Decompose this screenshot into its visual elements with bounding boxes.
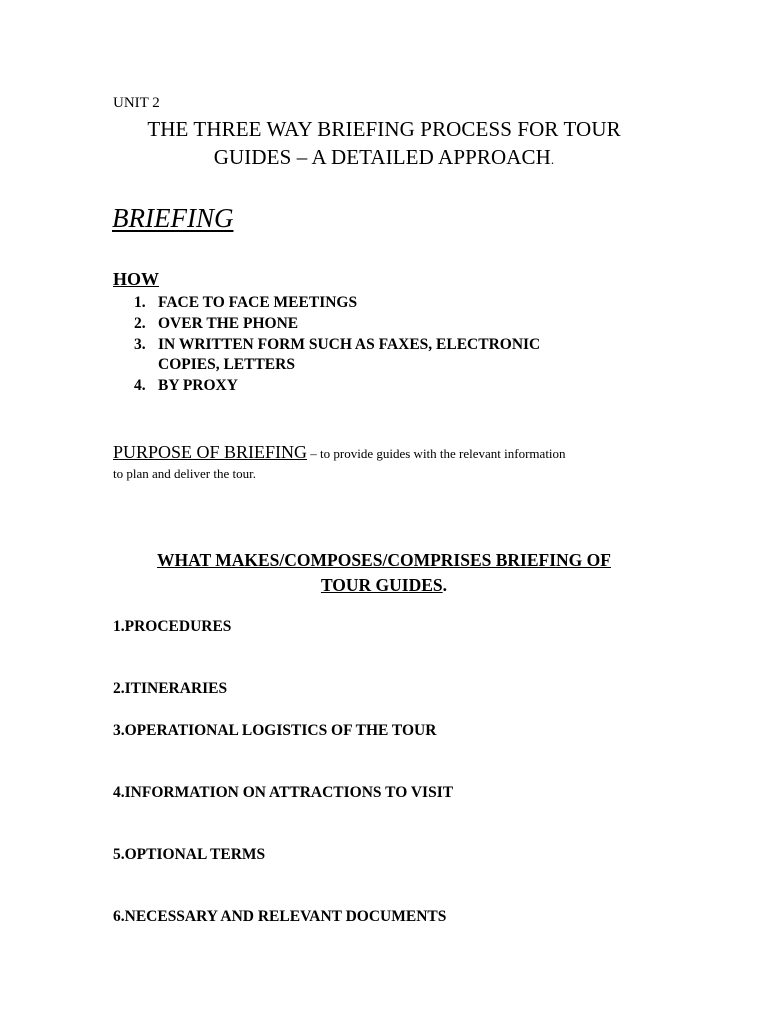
component-item-procedures: 1.PROCEDURES [113, 618, 232, 635]
purpose-text-continuation: to plan and deliver the tour. [113, 466, 256, 481]
purpose-text: – to provide guides with the relevant information [307, 446, 566, 461]
how-list-item [134, 293, 540, 314]
page-title-period: . [550, 152, 555, 167]
purpose-heading: PURPOSE OF BRIEFING [113, 442, 308, 462]
page-title-text-2: GUIDES – A DETAILED APPROACH [213, 145, 551, 169]
list-item-text: FACE TO FACE MEETINGS [158, 294, 358, 311]
page-title-text-1: THE THREE WAY BRIEFING PROCESS FOR TOUR [147, 117, 621, 141]
component-item-documents: 6.NECESSARY AND RELEVANT DOCUMENTS [113, 908, 447, 925]
component-item-optional-terms: 5.OPTIONAL TERMS [113, 846, 266, 863]
composes-heading-line-1 [0, 550, 768, 571]
page-title-line-2 [0, 145, 768, 170]
how-list-item [134, 376, 540, 397]
composes-heading-text-1: WHAT MAKES/COMPOSES/COMPRISES BRIEFING OF [157, 550, 611, 570]
how-list-item [134, 335, 540, 356]
how-list-item [134, 314, 540, 335]
component-item-itineraries: 2.ITINERARIES [113, 680, 228, 697]
component-item-logistics: 3.OPERATIONAL LOGISTICS OF THE TOUR [113, 722, 437, 739]
composes-heading-text-2: TOUR GUIDES [320, 575, 443, 595]
composes-heading-line-2 [0, 575, 768, 596]
unit-label: UNIT 2 [113, 95, 160, 111]
list-item-text: OVER THE PHONE [158, 314, 299, 332]
how-heading: HOW [113, 269, 160, 289]
how-list-item-continuation [134, 355, 540, 376]
page-title-line-1 [0, 117, 768, 142]
composes-heading-period: . [442, 575, 448, 595]
list-number: 3. [134, 335, 146, 353]
list-item-text: COPIES, LETTERS [158, 356, 295, 374]
list-number: 2. [134, 314, 146, 332]
how-list [134, 293, 540, 397]
purpose-paragraph [113, 442, 566, 463]
list-number: 4. [134, 377, 146, 395]
briefing-heading: BRIEFING [112, 203, 234, 233]
list-item-text: BY PROXY [158, 377, 238, 395]
component-item-attractions: 4.INFORMATION ON ATTRACTIONS TO VISIT [113, 784, 454, 801]
list-number: 1. [134, 294, 146, 311]
list-item-text: IN WRITTEN FORM SUCH AS FAXES, ELECTRONIC [158, 335, 541, 353]
